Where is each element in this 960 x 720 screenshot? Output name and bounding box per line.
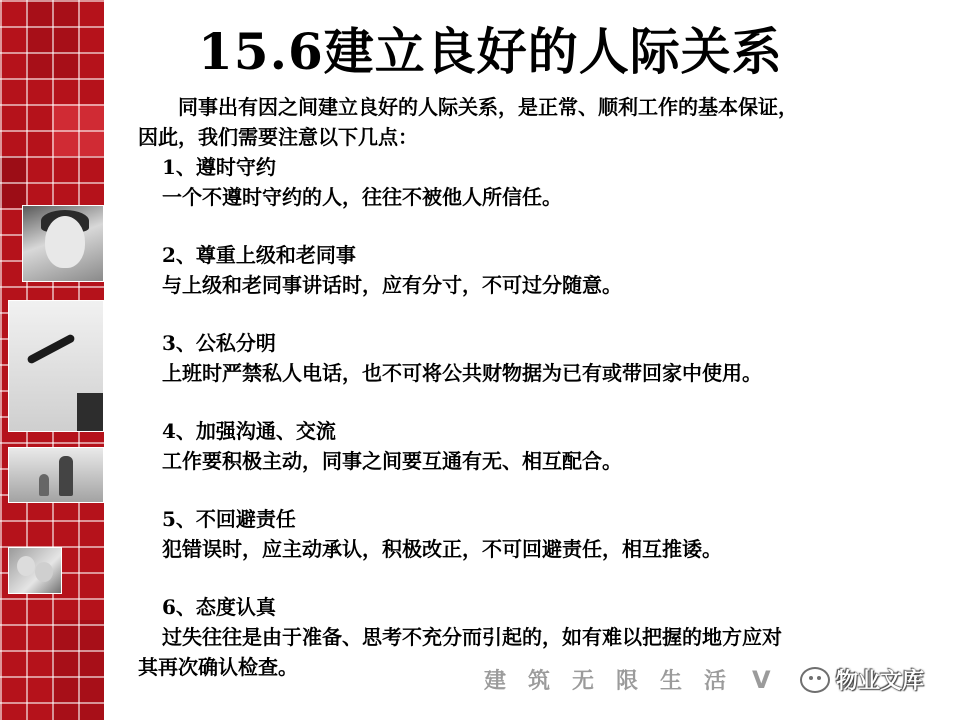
photo-family [8,447,104,503]
slide-body [138,92,938,682]
section-text: 一个不遵时守约的人，往往不被他人所信任。 [162,185,562,209]
slide-title: 15.6建立良好的人际关系 [198,22,783,81]
section-text: 犯错误时，应主动承认，积极改正，不可回避责任，相互推诿。 [162,537,722,561]
section-heading: 6、态度认真 [162,595,276,619]
footer-slogan: 建筑无限生活 [484,669,749,694]
photo-women [8,547,62,594]
section-1 [138,152,938,212]
section-text: 与上级和老同事讲话时，应有分寸，不可过分随意。 [162,273,622,297]
section-heading: 1、遵时守约 [162,155,276,179]
photo-child [22,205,104,282]
wechat-icon [800,667,830,693]
intro-line: 因此，我们需要注意以下几点： [138,125,418,149]
section-text: 上班时严禁私人电话，也不可将公共财物据为已有或带回家中使用。 [162,361,762,385]
section-4 [138,416,938,476]
section-text-continued: 其再次确认检查。 [138,655,298,679]
photo-diver [8,300,104,432]
section-heading: 2、尊重上级和老同事 [162,243,356,267]
section-heading: 5、不回避责任 [162,507,296,531]
section-heading: 4、加强沟通、交流 [162,419,336,443]
section-5 [138,504,938,564]
watermark [800,664,924,695]
watermark-text: 物业文库 [836,669,925,694]
intro-line: 同事出有因之间建立良好的人际关系，是正常、顺利工作的基本保证， [178,95,798,119]
section-2 [138,240,938,300]
section-text: 过失往往是由于准备、思考不充分而引起的，如有难以把握的地方应对 [162,625,782,649]
section-3 [138,328,938,388]
decorative-side-strip [0,0,104,720]
footer-brand-logo: V [752,666,771,694]
section-text: 工作要积极主动，同事之间要互通有无、相互配合。 [162,449,622,473]
section-heading: 3、公私分明 [162,331,276,355]
